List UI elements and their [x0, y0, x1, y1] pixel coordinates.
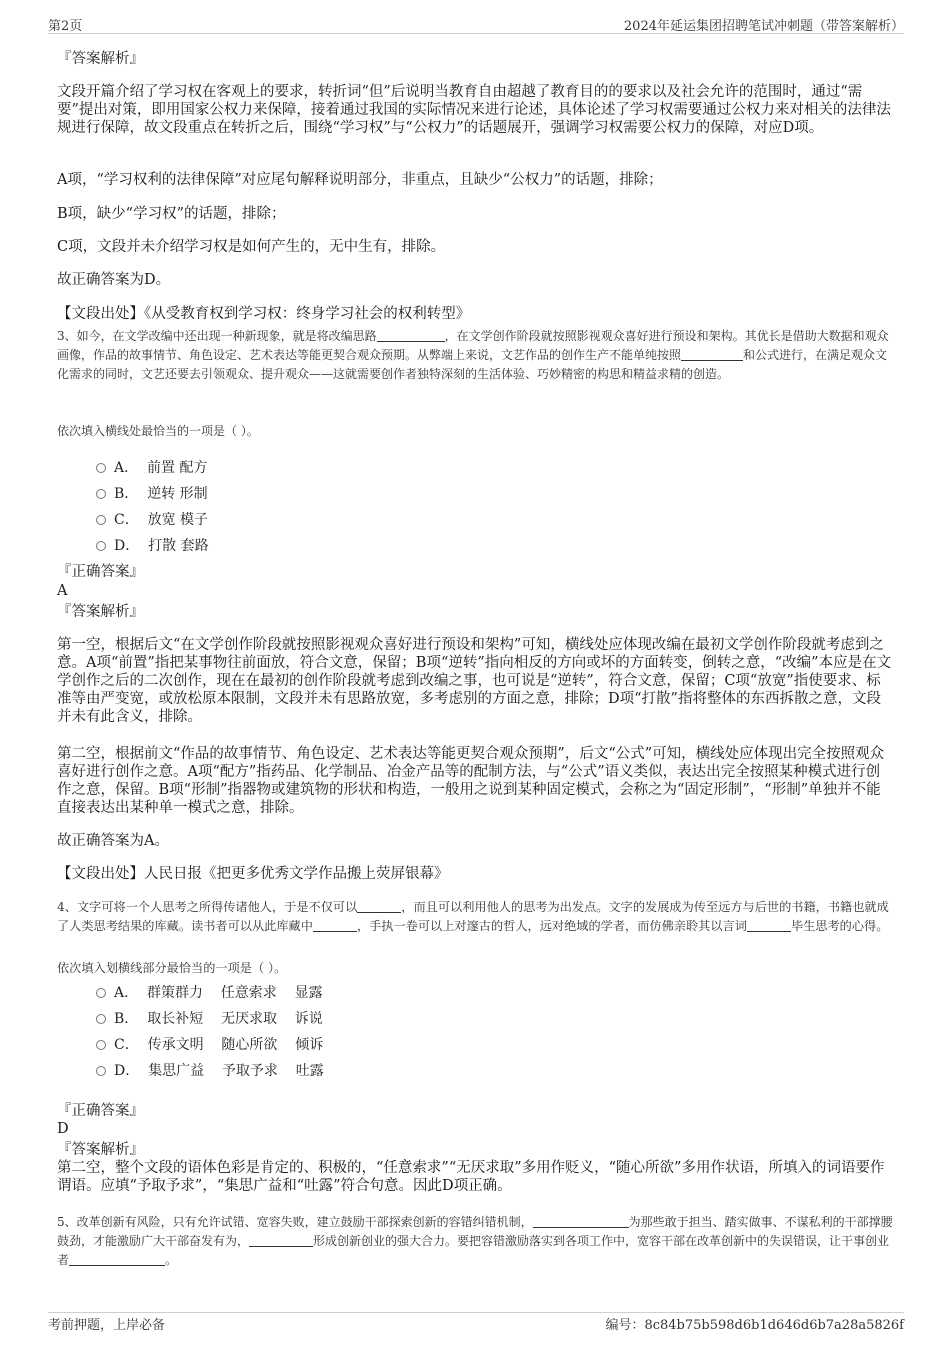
q2-analysis-paragraph: 文段开篇介绍了学习权在客观上的要求，转折词“但”后说明当教育自由超越了教育目的的要求以及社会允许的范围时，通过“需要”提出对策，即用国家公权力来保障，接着通过我国的实际情况来进行论述，具体论述了学习权需要通过公权力来对相关的法律法规进行保障，故文段重点在转折之后，围绕“学习权”与“公权力”的话题展开，强调学习权需要公权力的保障，对应D项。 — [57, 84, 891, 136]
q3-correct-label: 『正确答案』 — [57, 564, 144, 580]
q3-stem-part-1: 3、如今，在文学改编中还出现一种新现象，就是将改编思路 — [57, 329, 377, 343]
radio-icon[interactable] — [96, 515, 106, 525]
q3-blank-2 — [681, 348, 743, 361]
q5-stem — [57, 1213, 893, 1270]
q4-stem-part-1: 4、文字可将一个人思考之所得传诸他人，于是不仅可以 — [57, 900, 358, 914]
q3-option-c[interactable] — [96, 509, 208, 529]
q3-source: 【文段出处】人民日报《把更多优秀文学作品搬上荧屏银幕》 — [57, 866, 449, 882]
q5-stem-part-3: 形成创新创业的强大合力。要把容错激励落实到各项工作中，宽容干部在改革创新中的失误错误，让干事创业者 — [57, 1234, 890, 1267]
q5-stem-part-1: 5、改革创新有风险，只有允许试错、宽容失败，建立鼓励干部探索创新的容错纠错机制， — [57, 1215, 533, 1229]
header-divider — [48, 33, 904, 34]
q3-analysis-label: 『答案解析』 — [57, 604, 144, 620]
q3-correct-answer: A — [57, 583, 68, 599]
q4-blank-1 — [357, 900, 401, 913]
q3-option-a-label: A． 前置 配方 — [114, 460, 208, 476]
q4-option-c[interactable] — [96, 1034, 323, 1054]
q5-stem-part-2: 为那些敢于担当、踏实做事、不谋私利的干部撑腰鼓劲，才能激励广大干部奋发有为， — [57, 1215, 893, 1248]
q5-blank-3 — [69, 1253, 165, 1266]
q3-option-c-label: C． 放宽 模子 — [114, 512, 209, 528]
radio-icon[interactable] — [96, 1040, 106, 1050]
radio-icon[interactable] — [96, 1014, 106, 1024]
footer-document-id: 编号：8c84b75b598d6b1d646d6b7a28a5826f — [605, 1318, 904, 1333]
q3-option-a[interactable] — [96, 457, 207, 477]
q4-analysis-label: 『答案解析』 — [57, 1142, 144, 1158]
q4-correct-answer: D — [57, 1121, 69, 1137]
q4-option-d[interactable] — [96, 1060, 324, 1080]
q4-option-c-label: C． 传承文明 随心所欲 倾诉 — [114, 1037, 324, 1053]
q4-stem — [57, 898, 893, 936]
q5-blank-2 — [249, 1234, 313, 1247]
q4-prompt: 依次填入划横线部分最恰当的一项是（ ）。 — [57, 961, 287, 975]
q3-stem-part-2: ，在文学创作阶段就按照影视观众喜好进行预设和架构。其优长是借助大数据和观众画像，作品的故事情节、角色设定、艺术表达等能更契合观众预期。从弊端上来说，文艺作品的创作生产不能单纯按照 — [57, 329, 889, 362]
q4-correct-label: 『正确答案』 — [57, 1103, 144, 1119]
q4-option-a-label: A． 群策群力 任意索求 显露 — [114, 985, 323, 1001]
q3-option-b-label: B． 逆转 形制 — [114, 486, 208, 502]
document-title: 2024年延运集团招聘笔试冲刺题（带答案解析） — [623, 19, 904, 34]
page-header — [48, 12, 904, 34]
q3-analysis-paragraph-2: 第二空，根据前文“作品的故事情节、角色设定、艺术表达等能更契合观众预期”，后文“公式”可知，横线处应体现出完全按照观众喜好进行创作之意。A项“配方”指药品、化学制品、冶金产品等的配制方法，与“公式”语义类似，表达出完全按照某种模式进行创作之意，保留。B项“形制”指器物或建筑物的形状和构造，一般用之说到某种固定模式，会称之为“固定形制”，“形制”单独并不能直接表达出某种单一模式之意，排除。 — [57, 746, 885, 816]
q2-source: 【文段出处】《从受教育权到学习权：终身学习社会的权利转型》 — [57, 306, 471, 322]
q3-blank-1 — [377, 329, 445, 342]
q2-analysis-option-a: A项，“学习权利的法律保障”对应尾句解释说明部分，非重点，且缺少“公权力”的话题，排除； — [57, 172, 663, 188]
q4-stem-part-4: 毕生思考的心得。 — [790, 919, 889, 933]
q2-analysis-option-b: B项，缺少“学习权”的话题，排除； — [57, 206, 286, 222]
q3-conclusion: 故正确答案为A。 — [57, 833, 169, 849]
q4-stem-part-2: ，而且可以利用他人的思考为出发点。文字的发展成为传至远方与后世的书籍，书籍也就成了人类思考结果的库藏。读书者可以从此库藏中 — [57, 900, 889, 933]
page-number: 第2页 — [48, 19, 83, 34]
radio-icon[interactable] — [96, 541, 106, 551]
radio-icon[interactable] — [96, 988, 106, 998]
q3-option-b[interactable] — [96, 483, 208, 503]
q4-option-a[interactable] — [96, 982, 323, 1002]
q3-prompt: 依次填入横线处最恰当的一项是（ ）。 — [57, 424, 259, 438]
q3-stem-part-3: 和公式进行，在满足观众文化需求的同时，文艺还要去引领观众、提升观众——这就需要创作者独特深刻的生活体验、巧妙精密的构思和精益求精的创造。 — [57, 348, 888, 381]
footer-slogan: 考前押题，上岸必备 — [48, 1318, 166, 1333]
q5-stem-part-4: 。 — [165, 1253, 178, 1267]
q2-analysis-option-c: C项，文段并未介绍学习权是如何产生的，无中生有，排除。 — [57, 239, 446, 255]
radio-icon[interactable] — [96, 463, 106, 473]
q2-conclusion: 故正确答案为D。 — [57, 272, 171, 288]
q3-option-d-label: D． 打散 套路 — [114, 538, 209, 554]
q5-blank-1 — [533, 1215, 629, 1228]
q2-analysis-label: 『答案解析』 — [57, 51, 144, 67]
q3-option-d[interactable] — [96, 535, 209, 555]
q3-stem — [57, 327, 893, 384]
radio-icon[interactable] — [96, 1066, 106, 1076]
radio-icon[interactable] — [96, 489, 106, 499]
q4-option-d-label: D． 集思广益 予取予求 吐露 — [114, 1063, 324, 1079]
q3-analysis-paragraph-1: 第一空，根据后文“在文学创作阶段就按照影视观众喜好进行预设和架构”可知，横线处应体现改编在最初文学创作阶段就考虑到之意。A项“前置”指把某事物往前面放，符合文意，保留；B项“逆转”指向相反的方向或坏的方面转变，倒转之意，“改编”本应是在文学创作之后的二次创作，现在在最初的创作阶段就考虑到改编之事，也可说是“逆转”，符合文意，保留；C项“放宽”指使要求、标准等由严变宽，或放松原本限制，文段并未有思路放宽，多考虑别的方面之意，排除；D项“打散”指将整体的东西拆散之意，文段并未有此含义，排除。 — [57, 637, 892, 725]
q4-blank-2 — [313, 919, 357, 932]
q4-option-b-label: B． 取长补短 无厌求取 诉说 — [114, 1011, 323, 1027]
q4-analysis: 第二空，整个文段的语体色彩是肯定的、积极的，“任意索求”“无厌求取”多用作贬义，“随心所欲”多用作状语，所填入的词语要作谓语。应填“予取予求”，“集思广益和“吐露”符合句意。因此D项正确。 — [57, 1160, 885, 1194]
q4-stem-part-3: ，手执一卷可以上对邃古的哲人，远对绝域的学者，而仿佛亲聆其以言词 — [356, 919, 747, 933]
q4-option-b[interactable] — [96, 1008, 323, 1028]
footer-divider — [48, 1312, 904, 1313]
q4-blank-3 — [747, 919, 791, 932]
